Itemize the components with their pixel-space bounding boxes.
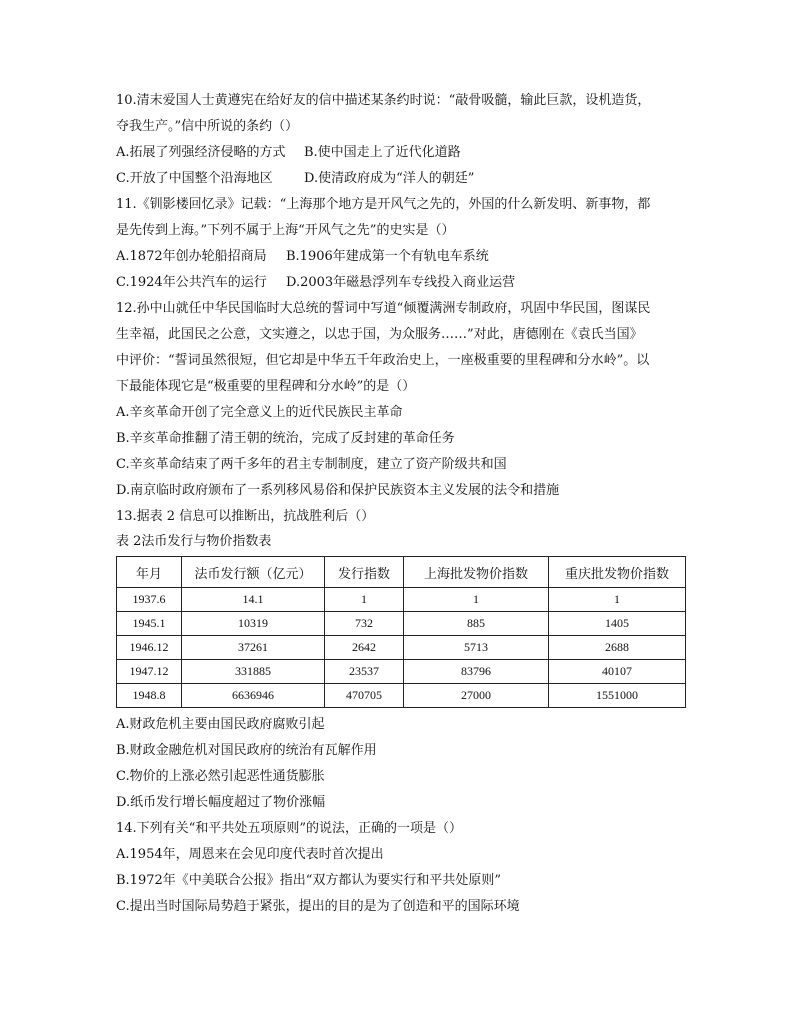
table-cell: 23537 [325, 660, 404, 684]
table-cell: 1948.8 [117, 684, 182, 708]
table-cell: 83796 [404, 660, 549, 684]
table-cell: 1945.1 [117, 612, 182, 636]
question-12-option-d: D.南京临时政府颁布了一系列移风易俗和保护民族资本主义发展的法令和措施 [116, 483, 560, 498]
header-issuance-index: 发行指数 [325, 557, 404, 588]
table-cell: 1 [549, 588, 686, 612]
header-chongqing-price-index: 重庆批发物价指数 [549, 557, 686, 588]
question-10-stem-line-1: 10.清末爱国人士黄遵宪在给好友的信中描述某条约时说：“敲骨吸髓，输此巨款，设机造货， [116, 93, 651, 108]
question-11-stem-line-1: 11.《钏影楼回忆录》记载：“上海那个地方是开风气之先的，外国的什么新发明、新事物，都 [116, 197, 651, 212]
table-cell: 14.1 [182, 588, 325, 612]
table-header-row [117, 557, 686, 588]
question-12-option-c: C.辛亥革命结束了两千多年的君主专制制度，建立了资产阶级共和国 [116, 457, 507, 472]
question-11-options-row-2 [116, 270, 686, 296]
question-10-option-b: B.使中国走上了近代化道路 [304, 145, 461, 160]
question-10 [116, 88, 686, 192]
table-cell: 1937.6 [117, 588, 182, 612]
question-10-options-row-2 [116, 166, 686, 192]
question-14-option-b: B.1972年《中美联合公报》指出“双方都认为要实行和平共处原则” [116, 873, 502, 888]
question-11-option-d: D.2003年磁悬浮列车专线投入商业运营 [286, 275, 516, 290]
table-row [117, 612, 686, 636]
table-cell: 1 [325, 588, 404, 612]
question-14-option-a: A.1954年，周恩来在会见印度代表时首次提出 [116, 847, 384, 862]
question-11-option-a: A.1872年创办轮船招商局 [116, 249, 267, 264]
question-10-options-row-1 [116, 140, 686, 166]
table-cell: 1946.12 [117, 636, 182, 660]
table-cell: 885 [404, 612, 549, 636]
exam-page [116, 88, 686, 920]
table-row [117, 684, 686, 708]
question-13-option-c: C.物价的上涨必然引起恶性通货膨胀 [116, 769, 325, 784]
question-10-option-a: A.拓展了列强经济侵略的方式 [116, 145, 286, 160]
table-cell: 1 [404, 588, 549, 612]
question-14-stem: 14.下列有关“和平共处五项原则”的说法，正确的一项是（） [116, 821, 462, 836]
question-12-stem-line-2: 生幸福，此国民之公意，文实遵之，以忠于国，为众服务……”对此，唐德刚在《袁氏当国》 [116, 327, 643, 342]
question-12 [116, 296, 686, 504]
question-13 [116, 504, 686, 816]
table-cell: 1405 [549, 612, 686, 636]
table-cell: 732 [325, 612, 404, 636]
question-12-stem-line-4: 下最能体现它是“极重要的里程碑和分水岭”的是（） [116, 379, 416, 394]
currency-price-index-table [116, 556, 686, 708]
header-shanghai-price-index: 上海批发物价指数 [404, 557, 549, 588]
table-row [117, 660, 686, 684]
table-cell: 2688 [549, 636, 686, 660]
question-12-option-b: B.辛亥革命推翻了清王朝的统治，完成了反封建的革命任务 [116, 431, 455, 446]
table-row [117, 636, 686, 660]
question-14 [116, 816, 686, 920]
table-cell: 2642 [325, 636, 404, 660]
table-cell: 5713 [404, 636, 549, 660]
question-14-option-c: C.提出当时国际局势趋于紧张，提出的目的是为了创造和平的国际环境 [116, 899, 520, 914]
table-cell: 6636946 [182, 684, 325, 708]
table-row [117, 588, 686, 612]
question-12-option-a: A.辛亥革命开创了完全意义上的近代民族民主革命 [116, 405, 403, 420]
table-cell: 470705 [325, 684, 404, 708]
table-cell: 331885 [182, 660, 325, 684]
table-cell: 37261 [182, 636, 325, 660]
question-11-stem-line-2: 是先传到上海。”下列不属于上海“开风气之先”的史实是（） [116, 223, 455, 238]
table-caption: 表 2法币发行与物价指数表 [116, 534, 272, 549]
question-11-option-c: C.1924年公共汽车的运行 [116, 275, 267, 290]
table-cell: 27000 [404, 684, 549, 708]
question-11-options-row-1 [116, 244, 686, 270]
question-10-option-d: D.使清政府成为“洋人的朝廷” [304, 171, 475, 186]
question-13-stem: 13.据表 2 信息可以推断出，抗战胜利后（） [116, 509, 375, 524]
table-cell: 10319 [182, 612, 325, 636]
table-cell: 40107 [549, 660, 686, 684]
question-11-option-b: B.1906年建成第一个有轨电车系统 [286, 249, 489, 264]
question-10-stem-line-2: 夺我生产。”信中所说的条约（） [116, 119, 299, 134]
question-12-stem-line-1: 12.孙中山就任中华民国临时大总统的誓词中写道“倾覆满洲专制政府，巩固中华民国，图谋民 [116, 301, 651, 316]
question-13-option-b: B.财政金融危机对国民政府的统治有瓦解作用 [116, 743, 377, 758]
question-11 [116, 192, 686, 296]
question-13-option-a: A.财政危机主要由国民政府腐败引起 [116, 717, 325, 732]
question-13-option-d: D.纸币发行增长幅度超过了物价涨幅 [116, 795, 326, 810]
header-year-month: 年月 [117, 557, 182, 588]
question-12-stem-line-3: 中评价：“誓词虽然很短，但它却是中华五千年政治史上，一座极重要的里程碑和分水岭”。以 [116, 353, 650, 368]
table-cell: 1551000 [549, 684, 686, 708]
table-cell: 1947.12 [117, 660, 182, 684]
question-10-option-c: C.开放了中国整个沿海地区 [116, 171, 273, 186]
header-issuance-amount: 法币发行额（亿元） [182, 557, 325, 588]
